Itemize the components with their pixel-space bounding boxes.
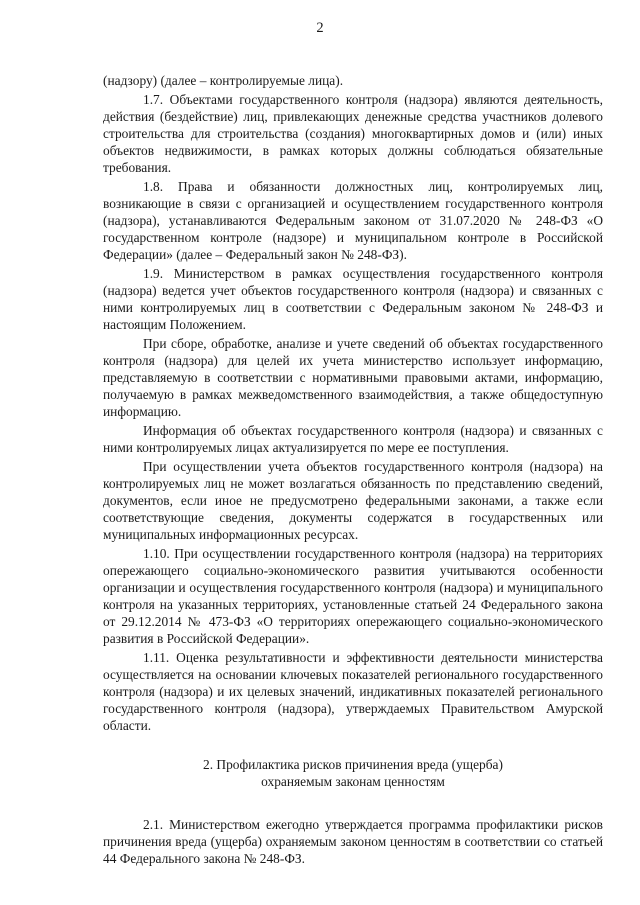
- paragraph-1-8: 1.8. Права и обязанности должностных лиц, контролируемых лиц, возникающие в связи с организацией и осуществлением государственного контроля (надзора), устанавливаются Федеральным законом от 31.07.2020 № 248-ФЗ «О государственном контроле (надзоре) и муниципальном контроле в Российской Федерации» (далее – Федеральный закон № 248-ФЗ).: [103, 179, 603, 262]
- paragraph-1-11: 1.11. Оценка результативности и эффективности деятельности министерства осуществляется на основании ключевых показателей регионального государственного контроля (надзора) и их целевых значений, индикативных показателей регионального государственного контроля (надзора), утверждаемых Правительством Амурской области.: [103, 650, 603, 733]
- paragraph-1-10: 1.10. При осуществлении государственного контроля (надзора) на территориях опережающего социально-экономического развития учитываются особенности организации и осуществления государственного контроля (надзора) и муниципального контроля на указанных территориях, установленные статьей 24 Федерального закона от 29.12.2014 № 473-ФЗ «О территориях опережающего социально-экономического развития в Российской Федерации».: [103, 546, 603, 646]
- paragraph-1-9-collection: При сборе, обработке, анализе и учете сведений об объектах государственного контроля (надзора) для целей их учета министерство использует информацию, представляемую в соответствии с нормативными правовыми актами, информацию, получаемую в рамках межведомственного взаимодействия, а также общедоступную информацию.: [103, 336, 603, 419]
- paragraph-2-1: 2.1. Министерством ежегодно утверждается программа профилактики рисков причинения вреда (ущерба) охраняемым законом ценностям в соответствии со статьей 44 Федерального закона № 248-ФЗ.: [103, 817, 603, 866]
- page-number: 2: [316, 20, 324, 36]
- paragraph-1-9: 1.9. Министерством в рамках осуществления государственного контроля (надзора) ведется учет объектов государственного контроля (надзора) и связанных с ними контролируемых лиц в соответствии с Федеральным законом № 248-ФЗ и настоящим Положением.: [103, 266, 603, 332]
- paragraph-1-9-actualization: Информация об объектах государственного контроля (надзора) и связанных с ними контролируемых лицах актуализируется по мере ее поступления.: [103, 423, 603, 455]
- section-heading-line-2: охраняемым законам ценностям: [261, 774, 445, 789]
- paragraph-1-9-obligations: При осуществлении учета объектов государственного контроля (надзора) на контролируемых лиц не может возлагаться обязанность по представлению сведений, документов, если иное не предусмотрено федеральными законами, а также если соответствующие сведения, документы содержатся в государственных или муниципальных информационных ресурсах.: [103, 459, 603, 542]
- section-heading: [103, 756, 603, 790]
- section-heading-line-1: 2. Профилактика рисков причинения вреда (ущерба): [203, 757, 503, 772]
- page-content: [103, 72, 603, 869]
- paragraph-1-7: 1.7. Объектами государственного контроля (надзора) являются деятельность, действия (бездействие) лиц, привлекающих денежные средства участников долевого строительства для строительства (создания) многоквартирных домов и (или) иных объектов недвижимости, в рамках которых должны соблюдаться обязательные требования.: [103, 92, 603, 175]
- paragraph-continuation: (надзору) (далее – контролируемые лица).: [103, 73, 344, 88]
